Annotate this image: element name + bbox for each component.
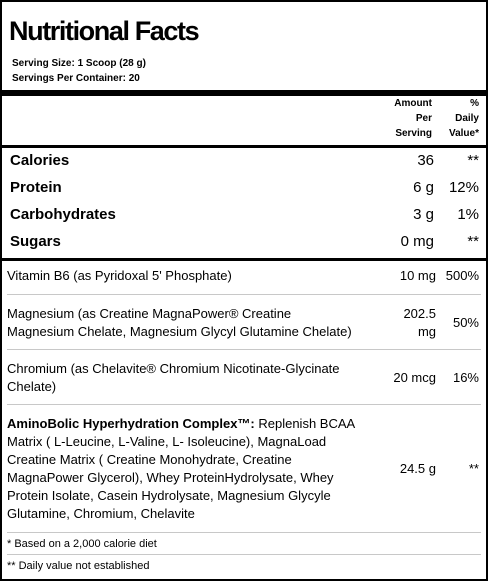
nutrient-row-sugars <box>2 229 486 256</box>
nutrient-label: Sugars <box>10 233 61 250</box>
nutrient-label-vitamin-b6: Vitamin B6 (as Pyridoxal 5' Phosphate) <box>7 268 232 283</box>
row-divider <box>7 294 481 295</box>
amount-per-serving-header: Amount Per Serving <box>394 98 432 139</box>
nutrient-label: Carbohydrates <box>10 206 116 223</box>
nutrient-row-protein <box>2 175 486 202</box>
nutrient-amount-magnesium: 202.5 mg <box>403 306 436 339</box>
nutrient-daily-value: ** <box>467 152 479 169</box>
nutrient-daily-value-complex: ** <box>468 461 479 476</box>
nutrient-amount-chromium: 20 mcg <box>393 370 436 385</box>
nutrient-daily-value-vitamin-b6: 500% <box>445 268 479 283</box>
row-divider <box>7 349 481 350</box>
serving-size: Serving Size: 1 Scoop (28 g) <box>12 58 146 69</box>
nutrient-label: Protein <box>10 179 62 196</box>
nutrient-amount: 3 g <box>413 206 434 223</box>
nutrient-amount: 36 <box>417 152 434 169</box>
thick-divider-major <box>2 258 486 261</box>
nutrient-row-calories <box>2 148 486 175</box>
servings-per-container: Servings Per Container: 20 <box>12 73 140 84</box>
nutrient-amount: 0 mg <box>400 233 434 250</box>
nutrient-daily-value: ** <box>467 233 479 250</box>
row-divider <box>7 532 481 533</box>
nutrient-label-chromium: Chromium (as Chelavite® Chromium Nicotinate-Glycinate Chelate) <box>7 361 340 394</box>
nutrient-amount: 6 g <box>413 179 434 196</box>
page-title: Nutritional Facts <box>9 16 199 46</box>
nutrient-amount-complex: 24.5 g <box>399 461 436 476</box>
nutrient-label-complex: AminoBolic Hyperhydration Complex™: Replenish BCAA Matrix ( L-Leucine, L-Valine, L- Isoleucine), MagnaLoad Creatine Matrix ( Creatine Monohydrate, Creatine MagnaPower Glycerol), Whey ProteinHydrolysate, Whey Protein Isolate, Casein Hydrolysate, Magnesium Glycyle Glutamine, Chromium, Chelavite <box>7 416 356 521</box>
nutrient-amount-vitamin-b6: 10 mg <box>399 268 436 283</box>
nutrient-daily-value-magnesium: 50% <box>452 315 479 330</box>
nutrient-label: Calories <box>10 152 70 169</box>
nutrient-label-magnesium: Magnesium (as Creatine MagnaPower® Creatine Magnesium Chelate, Magnesium Glycyl Glutamine Chelate) <box>7 306 352 339</box>
nutrient-daily-value-chromium: 16% <box>452 370 479 385</box>
complex-name: AminoBolic Hyperhydration Complex™: <box>7 416 255 431</box>
row-divider <box>7 404 481 405</box>
row-divider <box>7 554 481 555</box>
nutrient-daily-value: 1% <box>457 206 479 223</box>
nutrient-daily-value: 12% <box>448 179 479 196</box>
nutrient-row-carbohydrates <box>2 202 486 229</box>
daily-value-header: % Daily Value* <box>448 98 479 139</box>
footnote-calorie-diet: * Based on a 2,000 calorie diet <box>7 538 157 550</box>
footnote-daily-value: ** Daily value not established <box>7 560 150 572</box>
